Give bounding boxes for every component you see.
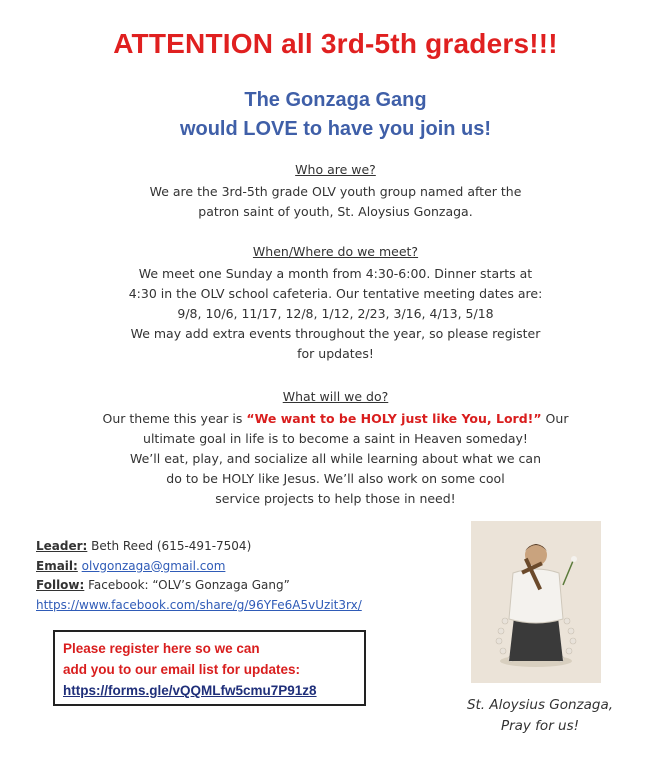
when-line: 9/8, 10/6, 11/17, 12/8, 1/12, 2/23, 3/16, 4/13, 5/18 bbox=[177, 306, 494, 321]
section-body-when bbox=[0, 264, 671, 364]
register-box bbox=[53, 630, 366, 706]
when-line: We may add extra events throughout the year, so please register bbox=[130, 326, 541, 341]
register-link[interactable]: https://forms.gle/vQQMLfw5cmu7P91z8 bbox=[63, 683, 317, 698]
saint-caption bbox=[430, 695, 650, 737]
who-line: patron saint of youth, St. Aloysius Gonzaga. bbox=[198, 204, 473, 219]
email-label: Email: bbox=[36, 558, 78, 573]
section-body-what bbox=[0, 409, 671, 509]
when-line: for updates! bbox=[297, 346, 374, 361]
follow-row bbox=[36, 576, 362, 596]
section-body-who bbox=[0, 182, 671, 222]
follow-value: Facebook: “OLV’s Gonzaga Gang” bbox=[84, 578, 290, 592]
what-line: do to be HOLY like Jesus. We’ll also work on some cool bbox=[166, 471, 505, 486]
email-row bbox=[36, 557, 362, 577]
section-title-who: Who are we? bbox=[295, 162, 376, 177]
when-line: 4:30 in the OLV school cafeteria. Our tentative meeting dates are: bbox=[128, 286, 543, 301]
leader-value: Beth Reed (615-491-7504) bbox=[87, 539, 252, 553]
flyer-headline: ATTENTION all 3rd-5th graders!!! bbox=[113, 28, 558, 59]
register-line1: Please register here so we can bbox=[63, 641, 260, 656]
section-title-what: What will we do? bbox=[282, 389, 389, 404]
flyer-subheadline-line1: The Gonzaga Gang bbox=[244, 89, 427, 111]
what-line: We’ll eat, play, and socialize all while learning about what we can bbox=[129, 451, 541, 466]
what-line: ultimate goal in life is to become a saint in Heaven someday! bbox=[143, 431, 528, 446]
email-link[interactable]: olvgonzaga@gmail.com bbox=[81, 558, 226, 573]
what-line: service projects to help those in need! bbox=[215, 491, 456, 506]
facebook-link[interactable]: https://www.facebook.com/share/g/96YFe6A5vUzit3rx/ bbox=[36, 597, 362, 612]
theme-suffix: Our bbox=[541, 411, 569, 426]
section-title-when: When/Where do we meet? bbox=[252, 244, 419, 259]
saint-image bbox=[471, 521, 601, 683]
facebook-row bbox=[36, 596, 362, 616]
follow-label: Follow: bbox=[36, 578, 85, 592]
theme-prefix: Our theme this year is bbox=[102, 411, 247, 426]
leader-label: Leader: bbox=[36, 539, 88, 553]
theme-quote: “We want to be HOLY just like You, Lord!” bbox=[246, 411, 542, 426]
contact-info bbox=[36, 537, 362, 615]
leader-row bbox=[36, 537, 362, 557]
when-line: We meet one Sunday a month from 4:30-6:00. Dinner starts at bbox=[138, 266, 533, 281]
register-line2: add you to our email list for updates: bbox=[63, 662, 301, 677]
caption-line2: Pray for us! bbox=[500, 718, 580, 734]
theme-line bbox=[0, 409, 671, 429]
caption-line1: St. Aloysius Gonzaga, bbox=[466, 697, 614, 713]
flyer-subheadline-line2: would LOVE to have you join us! bbox=[179, 118, 492, 140]
who-line: We are the 3rd-5th grade OLV youth group named after the bbox=[149, 184, 522, 199]
saint-illustration bbox=[471, 521, 601, 683]
